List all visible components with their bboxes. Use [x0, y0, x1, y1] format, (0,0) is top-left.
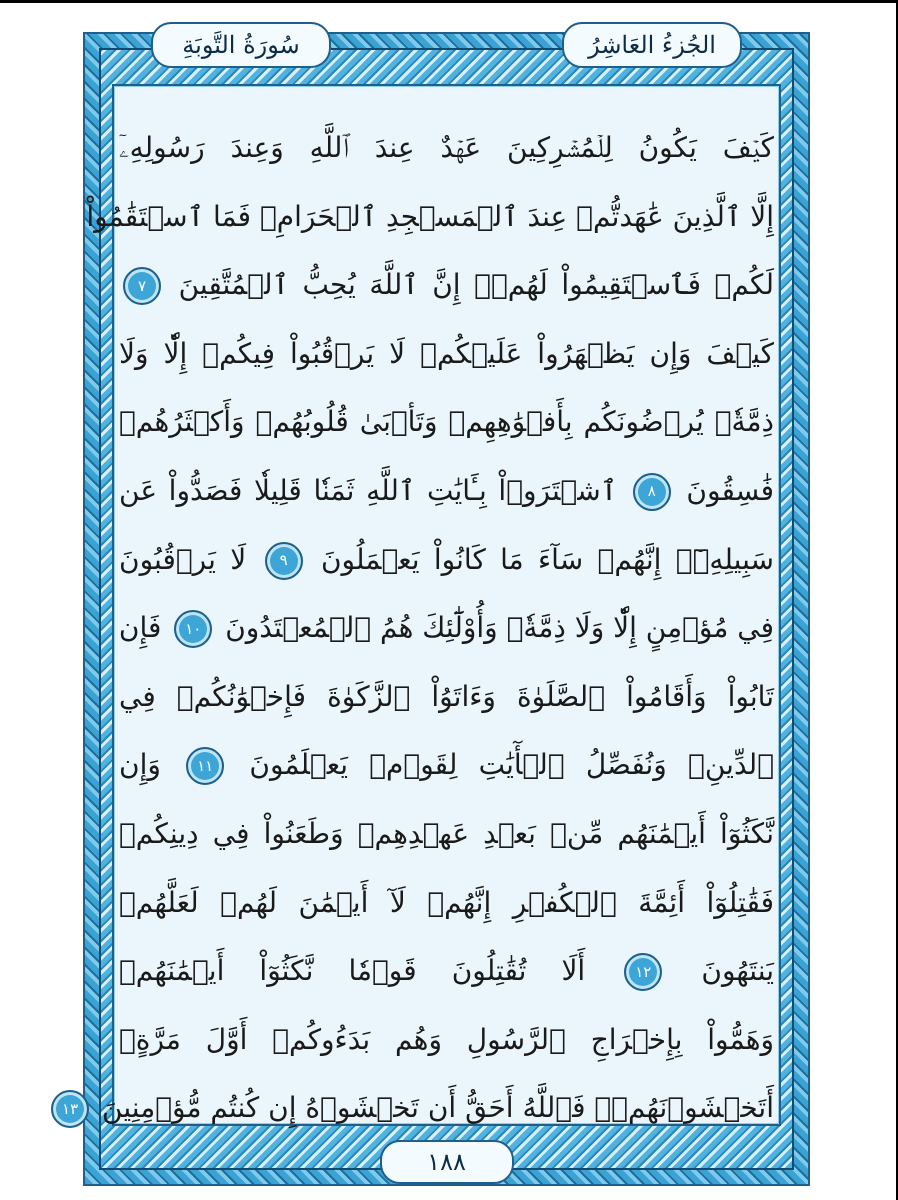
- ayah-number-marker: ١٣: [51, 1090, 89, 1128]
- juz-name: الجُزءُ العَاشِرُ: [588, 31, 716, 59]
- mushaf-page: [62, 22, 810, 1186]
- verse-text: أَلَا تُقَٰتِلُونَ قَوۡمٗا نَّكَثُوٓاْ أَيۡمَٰنَهُمۡ: [119, 954, 586, 988]
- juz-cartouche: [562, 22, 742, 68]
- verse-text: لَكُمۡ فَٱسۡتَقِيمُواْ لَهُمۡۚ إِنَّ ٱللَّهَ يُحِبُّ ٱلۡمُتَّقِينَ: [178, 268, 774, 302]
- text-line-content: [86, 183, 774, 252]
- text-line-content: [119, 388, 774, 457]
- verse-text: وَإِن: [119, 748, 161, 782]
- text-line-content: [119, 937, 774, 1006]
- ayah-number-marker: ٧: [123, 267, 161, 305]
- ayah-number-marker: ١٢: [624, 953, 662, 991]
- verse-text: كَيۡفَ وَإِن يَظۡهَرُواْ عَلَيۡكُمۡ لَا يَرۡقُبُواْ فِيكُمۡ إِلّٗا وَلَا: [119, 336, 774, 370]
- ayah-number-marker: ٩: [265, 542, 303, 580]
- text-line-content: [119, 114, 774, 183]
- verse-text: فَإِن: [118, 611, 162, 645]
- verse-text: ٱلدِّينِۗ وَنُفَصِّلُ ٱلۡأٓيَٰتِ لِقَوۡمٖ يَعۡلَمُونَ: [249, 748, 774, 782]
- text-line: [119, 869, 774, 938]
- verse-text: لَا يَرۡقُبُونَ: [119, 542, 247, 576]
- text-line: [119, 937, 774, 1006]
- verse-text: كَيۡفَ يَكُونُ لِلۡمُشۡرِكِينَ عَهۡدٌ عِندَ ٱللَّهِ وَعِندَ رَسُولِهِۦٓ: [119, 131, 774, 164]
- text-line-content: [119, 731, 774, 800]
- text-line-content: [119, 869, 774, 938]
- text-line: [119, 388, 774, 457]
- text-line-content: [119, 457, 774, 526]
- text-line: [119, 1006, 774, 1075]
- text-line-content: [119, 594, 774, 663]
- verse-text: فَٰسِقُونَ: [686, 473, 774, 507]
- page-number: ١٨٨: [427, 1148, 466, 1176]
- text-line-content: [119, 320, 774, 389]
- text-line-content: [119, 251, 774, 320]
- verse-text: يَنتَهُونَ: [701, 954, 774, 988]
- text-line-content: [119, 526, 774, 595]
- text-line: [62, 1074, 774, 1143]
- verse-text: فِي مُؤۡمِنٍ إِلّٗا وَلَا ذِمَّةٗۚ وَأُوْلَٰٓئِكَ هُمُ ٱلۡمُعۡتَدُونَ: [225, 611, 774, 645]
- quran-text: [62, 114, 775, 1143]
- verse-text: سَبِيلِهِۦٓۚ إِنَّهُمۡ سَآءَ مَا كَانُواْ يَعۡمَلُونَ: [320, 542, 775, 576]
- text-line-content: [62, 1074, 774, 1143]
- text-line: [119, 320, 774, 389]
- text-line: [119, 731, 774, 800]
- surah-name: سُورَةُ التَّوبَةِ: [182, 31, 300, 59]
- text-line: [119, 663, 774, 732]
- text-line: [119, 594, 774, 663]
- page-number-cartouche: [380, 1140, 514, 1184]
- text-line: [119, 251, 774, 320]
- verse-text: أَتَخۡشَوۡنَهُمۡۚ فَٱللَّهُ أَحَقُّ أَن تَخۡشَوۡهُ إِن كُنتُم مُّؤۡمِنِينَ: [102, 1091, 774, 1125]
- ayah-number-marker: ٨: [633, 473, 671, 511]
- verse-text: نَّكَثُوٓاْ أَيۡمَٰنَهُم مِّنۢ بَعۡدِ عَهۡدِهِمۡ وَطَعَنُواْ فِي دِينِكُمۡ: [119, 816, 774, 850]
- verse-text: إِلَّا ٱلَّذِينَ عَٰهَدتُّمۡ عِندَ ٱلۡمَسۡجِدِ ٱلۡحَرَامِۖ فَمَا ٱسۡتَقَٰمُواْ: [86, 199, 774, 233]
- ayah-number-marker: ١١: [186, 747, 224, 785]
- text-line: [119, 114, 774, 183]
- text-line-content: [119, 800, 774, 869]
- ayah-number-marker: ١٠: [174, 610, 212, 648]
- verse-text: ذِمَّةٗۚ يُرۡضُونَكُم بِأَفۡوَٰهِهِمۡ وَتَأۡبَىٰ قُلُوبُهُمۡ وَأَكۡثَرُهُمۡ: [119, 405, 774, 439]
- verse-text: فَقَٰتِلُوٓاْ أَئِمَّةَ ٱلۡكُفۡرِ إِنَّهُمۡ لَآ أَيۡمَٰنَ لَهُمۡ لَعَلَّهُمۡ: [119, 885, 774, 919]
- text-line: [119, 526, 774, 595]
- text-line-content: [119, 1006, 774, 1075]
- text-line-content: [119, 663, 774, 732]
- surah-name-cartouche: [151, 22, 331, 68]
- verse-text: ٱشۡتَرَوۡاْ بِـَٔايَٰتِ ٱللَّهِ ثَمَنٗا قَلِيلٗا فَصَدُّواْ عَن: [119, 473, 618, 507]
- text-line: [119, 800, 774, 869]
- top-border: [0, 0, 898, 3]
- text-line: [119, 457, 774, 526]
- verse-text: تَابُواْ وَأَقَامُواْ ٱلصَّلَوٰةَ وَءَاتَوُاْ ٱلزَّكَوٰةَ فَإِخۡوَٰنُكُمۡ فِي: [119, 679, 774, 713]
- verse-text: وَهَمُّواْ بِإِخۡرَاجِ ٱلرَّسُولِ وَهُم بَدَءُوكُمۡ أَوَّلَ مَرَّةٍۚ: [119, 1022, 774, 1056]
- text-line: [86, 183, 774, 252]
